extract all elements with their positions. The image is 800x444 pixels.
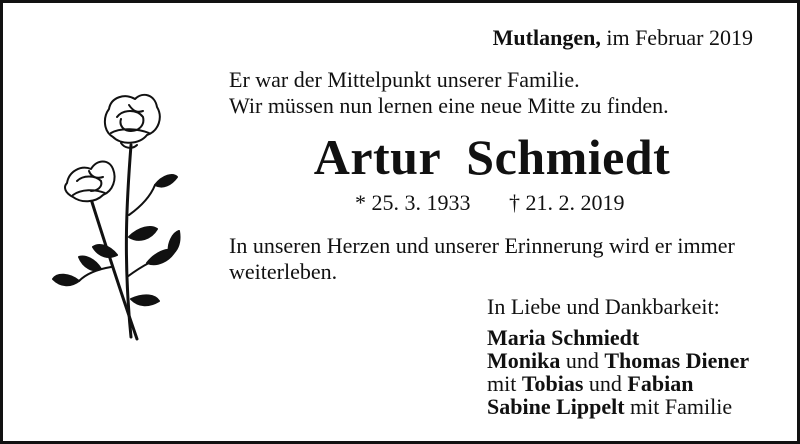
place-date-line	[493, 25, 753, 51]
mourner-name: Sabine Lippelt	[487, 394, 625, 419]
quote-line-2: Wir müssen nun lernen eine neue Mitte zu finden.	[229, 93, 669, 118]
memory-line-2: weiterleben.	[229, 259, 338, 284]
mourner-prefix: mit	[487, 371, 517, 396]
life-dates	[355, 190, 625, 216]
mourner-row	[487, 326, 749, 349]
mourner-conjunction: und	[565, 348, 599, 373]
death-date: † 21. 2. 2019	[509, 190, 625, 215]
mourner-row	[487, 395, 749, 418]
memory-line-1: In unseren Herzen und unserer Erinnerung wird er immer	[229, 233, 735, 258]
deceased-name: Artur Schmiedt	[313, 129, 671, 185]
mourner-name: Monika	[487, 348, 561, 373]
mourner-name: Tobias	[521, 371, 584, 396]
memory-text	[229, 233, 769, 285]
mourner-suffix: mit Familie	[630, 394, 733, 419]
mourner-conjunction: und	[588, 371, 622, 396]
birth-date: * 25. 3. 1933	[355, 190, 471, 215]
rose-icon	[51, 87, 181, 349]
mourner-row	[487, 372, 749, 395]
quote	[229, 67, 669, 119]
mourners	[487, 295, 749, 418]
mourner-name: Fabian	[627, 371, 694, 396]
mourner-name: Thomas Diener	[604, 348, 750, 373]
mourner-name: Maria Schmiedt	[487, 325, 640, 350]
mourner-row	[487, 349, 749, 372]
quote-line-1: Er war der Mittelpunkt unserer Familie.	[229, 67, 580, 92]
mourners-greeting: In Liebe und Dankbarkeit:	[487, 294, 720, 319]
notice-date: im Februar 2019	[606, 25, 753, 50]
place: Mutlangen,	[492, 25, 601, 50]
